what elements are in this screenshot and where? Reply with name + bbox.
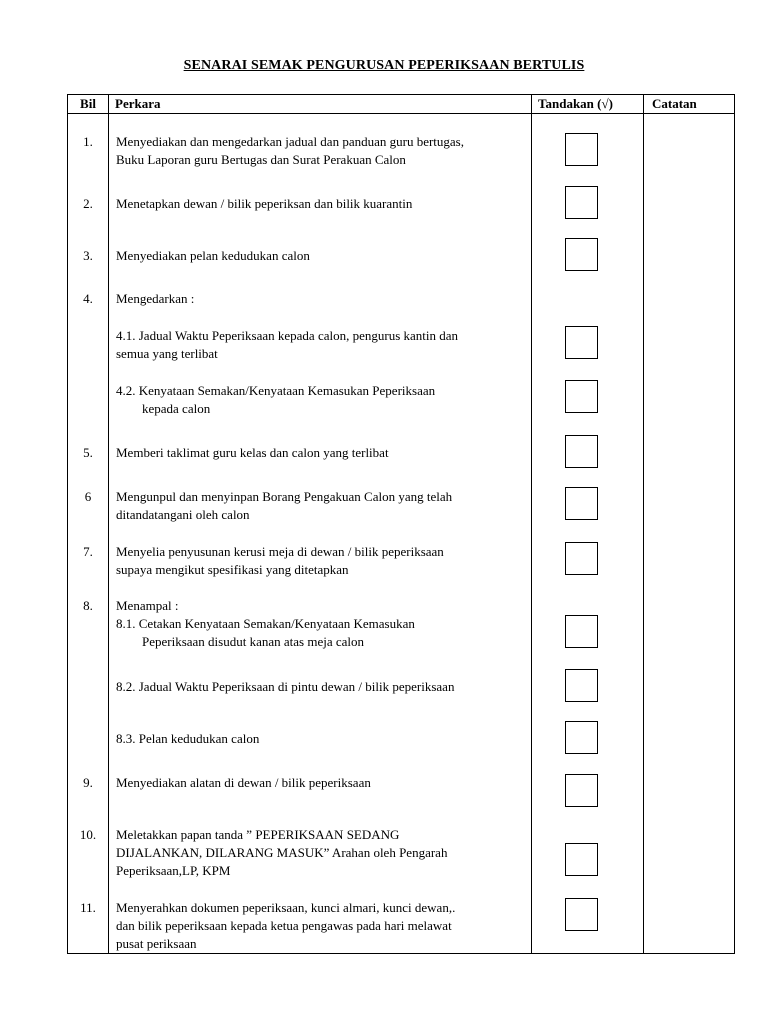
row-text: Peperiksaan disudut kanan atas meja calon (142, 634, 365, 649)
row-text: 4.1. Jadual Waktu Peperiksaan kepada calon, pengurus kantin dan (116, 328, 459, 343)
page-title: SENARAI SEMAK PENGURUSAN PEPERIKSAAN BERTULIS (183, 58, 585, 73)
row-text: 8.1. Cetakan Kenyataan Semakan/Kenyataan Kemasukan (116, 616, 415, 631)
row-text: Menyediakan dan mengedarkan jadual dan panduan guru bertugas, (116, 134, 464, 149)
row-number: 3. (83, 248, 93, 263)
row-number: 4. (83, 291, 93, 306)
row-number: 11. (80, 900, 96, 915)
row-text: ditandatangani oleh calon (116, 507, 250, 522)
header-perkara: Perkara (115, 96, 161, 111)
tick-checkbox[interactable] (565, 721, 598, 754)
row-number: 9. (83, 775, 93, 790)
checklist-table (67, 94, 735, 954)
row-number: 2. (83, 196, 93, 211)
row-text: 4.2. Kenyataan Semakan/Kenyataan Kemasukan Peperiksaan (116, 383, 436, 398)
tick-checkbox[interactable] (565, 615, 598, 648)
tick-checkbox[interactable] (565, 669, 598, 702)
tick-checkbox[interactable] (565, 542, 598, 575)
row-number: 7. (83, 544, 93, 559)
header-catatan: Catatan (652, 96, 697, 111)
column-divider (108, 95, 109, 953)
row-text: semua yang terlibat (116, 346, 218, 361)
row-text: Menyediakan alatan di dewan / bilik peperiksaan (116, 775, 371, 790)
tick-checkbox[interactable] (565, 435, 598, 468)
tick-checkbox[interactable] (565, 487, 598, 520)
row-text: 8.2. Jadual Waktu Peperiksaan di pintu dewan / bilik peperiksaan (116, 679, 455, 694)
row-text: Peperiksaan,LP, KPM (116, 863, 231, 878)
row-text: kepada calon (142, 401, 211, 416)
row-text: Menampal : (116, 598, 179, 613)
row-text: 8.3. Pelan kedudukan calon (116, 731, 260, 746)
tick-checkbox[interactable] (565, 186, 598, 219)
row-text: Meletakkan papan tanda ” PEPERIKSAAN SEDANG (116, 827, 400, 842)
row-number: 10. (79, 827, 97, 842)
row-text: Mengedarkan : (116, 291, 195, 306)
tick-checkbox[interactable] (565, 843, 598, 876)
column-divider (531, 95, 532, 953)
row-text: dan bilik peperiksaan kepada ketua pengawas pada hari melawat (116, 918, 452, 933)
header-bil: Bil (80, 96, 96, 111)
tick-checkbox[interactable] (565, 133, 598, 166)
tick-checkbox[interactable] (565, 326, 598, 359)
row-text: Menyelia penyusunan kerusi meja di dewan / bilik peperiksaan (116, 544, 444, 559)
row-number: 6 (84, 489, 92, 504)
tick-checkbox[interactable] (565, 380, 598, 413)
row-text: Mengunpul dan menyinpan Borang Pengakuan Calon yang telah (116, 489, 453, 504)
tick-checkbox[interactable] (565, 774, 598, 807)
tick-checkbox[interactable] (565, 238, 598, 271)
row-text: Menyerahkan dokumen peperiksaan, kunci almari, kunci dewan,. (116, 900, 456, 915)
header-divider (68, 113, 734, 114)
row-text: pusat periksaan (116, 936, 197, 951)
header-tandakan: Tandakan (√) (538, 96, 613, 111)
row-number: 8. (83, 598, 93, 613)
row-number: 5. (83, 445, 93, 460)
row-text: Menyediakan pelan kedudukan calon (116, 248, 310, 263)
column-divider (643, 95, 644, 953)
row-number: 1. (83, 134, 93, 149)
row-text: Menetapkan dewan / bilik peperiksan dan bilik kuarantin (116, 196, 413, 211)
row-text: Memberi taklimat guru kelas dan calon yang terlibat (116, 445, 389, 460)
tick-checkbox[interactable] (565, 898, 598, 931)
row-text: DIJALANKAN, DILARANG MASUK” Arahan oleh Pengarah (116, 845, 448, 860)
row-text: Buku Laporan guru Bertugas dan Surat Perakuan Calon (116, 152, 406, 167)
row-text: supaya mengikut spesifikasi yang ditetapkan (116, 562, 349, 577)
